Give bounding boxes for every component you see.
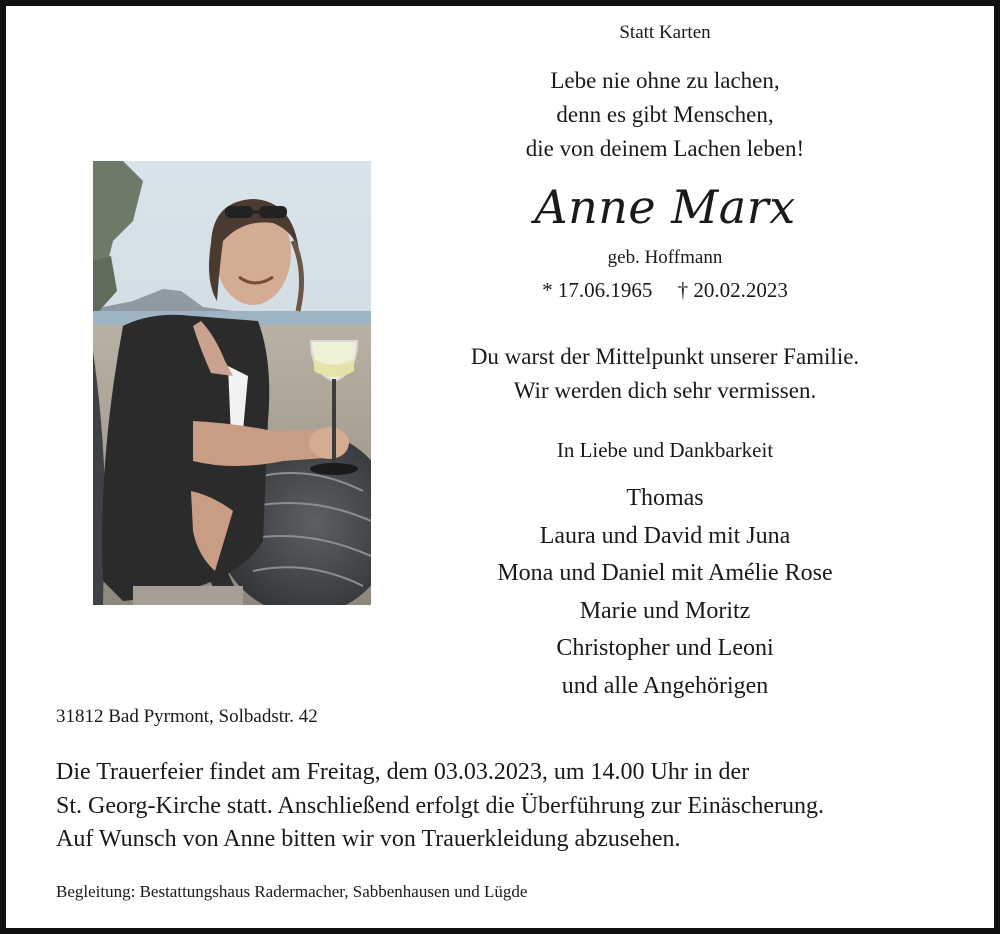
- quote-line: die von deinem Lachen leben!: [525, 136, 805, 161]
- birth-date: * 17.06.1965: [542, 278, 653, 302]
- mourner: und alle Angehörigen: [561, 672, 769, 699]
- dress-code-note: Auf Wunsch von Anne bitten wir von Trauerkleidung abzusehen.: [56, 826, 681, 852]
- ceremony-line: Die Trauerfeier findet am Freitag, dem 03.03.2023, um 14.00 Uhr in der: [56, 759, 750, 785]
- ceremony-line: St. Georg-Kirche statt. Anschließend erfolgt die Überführung zur Einäscherung.: [56, 793, 824, 819]
- portrait-photo-drawing: [93, 161, 371, 605]
- message: [440, 340, 890, 408]
- mourner: Thomas: [626, 485, 704, 511]
- ceremony-info: [56, 755, 966, 823]
- deceased-name: Anne Marx: [534, 180, 796, 234]
- life-dates: [440, 278, 890, 303]
- header-text: Statt Karten: [619, 22, 711, 43]
- mourner: Marie und Moritz: [579, 597, 751, 624]
- address: 31812 Bad Pyrmont, Solbadstr. 42: [56, 706, 318, 727]
- quote-line: denn es gibt Menschen,: [556, 102, 774, 127]
- message-line: Du warst der Mittelpunkt unserer Familie.: [470, 344, 860, 369]
- portrait-photo: [93, 161, 371, 605]
- mourner: Laura und David mit Juna: [539, 522, 791, 549]
- death-date: † 20.02.2023: [677, 278, 788, 302]
- closing-text: In Liebe und Dankbarkeit: [556, 438, 774, 462]
- mourner: Mona und Daniel mit Amélie Rose: [497, 560, 833, 586]
- message-line: Wir werden dich sehr vermissen.: [513, 378, 817, 403]
- mourners-list: [440, 480, 890, 705]
- quote: [440, 64, 890, 166]
- mourner: Christopher und Leoni: [556, 635, 774, 661]
- birth-name: geb. Hoffmann: [607, 247, 723, 268]
- quote-line: Lebe nie ohne zu lachen,: [550, 68, 780, 93]
- funeral-home: Begleitung: Bestattungshaus Radermacher, Sabbenhausen und Lügde: [56, 882, 528, 901]
